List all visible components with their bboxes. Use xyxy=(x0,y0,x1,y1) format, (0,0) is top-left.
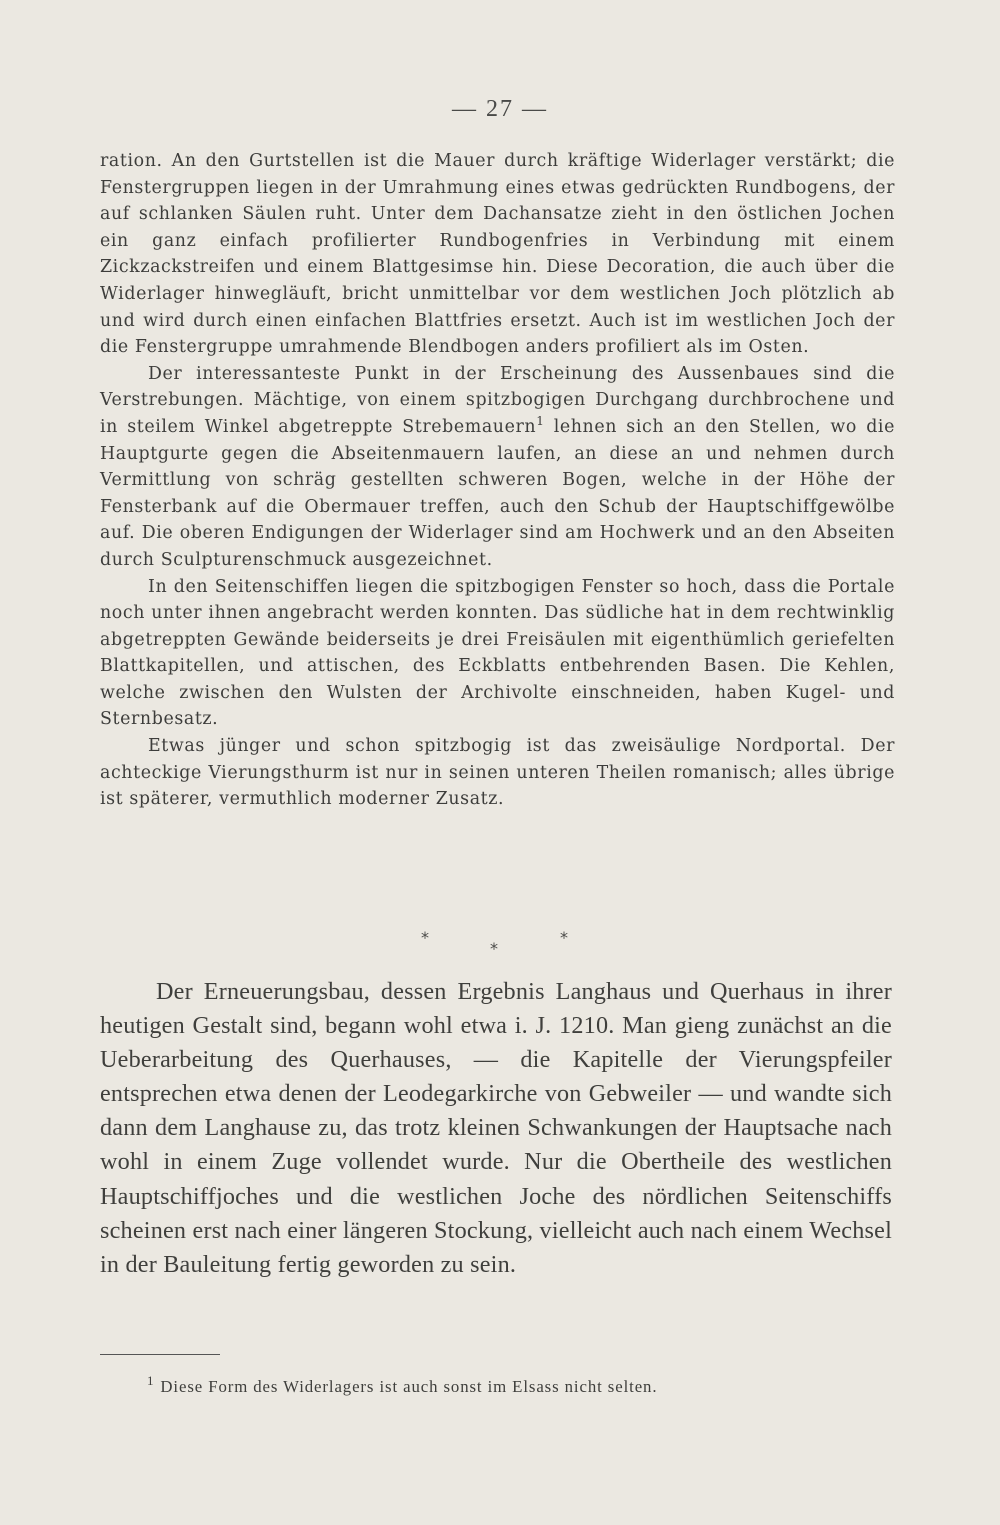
footnote-reference[interactable]: 1 xyxy=(536,414,545,429)
footnote-mark: 1 xyxy=(147,1373,155,1389)
asterism-star: * xyxy=(421,928,429,947)
lower-text-block xyxy=(100,975,892,1282)
asterism-star: * xyxy=(560,928,568,947)
footnote-divider xyxy=(100,1354,220,1355)
page-number: — 27 — xyxy=(452,96,548,122)
asterism-separator xyxy=(0,922,1000,962)
upper-text-block xyxy=(100,148,895,813)
paragraph-text: lehnen sich an den Stellen, wo die Hauptgurte gegen die Abseitenmauern laufen, an diese an und nehmen durch Vermittlung von schräg gestellten schweren Bogen, welche in der Höhe der Fensterbank auf die Obermauer treffen, auch den Schub der Hauptschiffgewölbe auf. Die oberen Endigungen der Widerlager sind am Hochwerk und an den Abseiten durch Sculpturenschmuck ausgezeichnet. xyxy=(100,416,895,570)
paragraph-erneuerungsbau: Der Erneuerungsbau, dessen Ergebnis Langhaus und Querhaus in ihrer heutigen Gestalt sind, begann wohl etwa i. J. 1210. Man gieng zunächst an die Ueberarbeitung des Querhauses, — die Kapitelle der Vierungspfeiler entsprechen etwa denen der Leodegarkirche von Gebweiler — und wandte sich dann dem Langhause zu, das trotz kleinen Schwankungen der Hauptsache nach wohl in einem Zuge vollendet wurde. Nur die Obertheile des westlichen Hauptschiffjoches und die westlichen Joche des nördlichen Seitenschiffs scheinen erst nach einer längeren Stockung, vielleicht auch nach einem Wechsel in der Bauleitung fertig geworden zu sein. xyxy=(100,978,892,1278)
paragraph-text: Der interessanteste Punkt in der Erscheinung des Aussenbaues sind die Verstrebungen. Mächtige, von einem spitzbogigen Durchgang durchbrochene und in steilem Winkel abgetreppte Strebemauern xyxy=(100,363,895,437)
paragraph-seitenschiffe: In den Seitenschiffen liegen die spitzbogigen Fenster so hoch, dass die Portale noch unter ihnen angebracht werden konnten. Das südliche hat in dem rechtwinklig abgetreppten Gewände beiderseits je drei Freisäulen mit eigenthümlich geriefelten Blattkapitellen, und attischen, des Eckblatts entbehrenden Basen. Die Kehlen, welche zwischen den Wulsten der Archivolte einschneiden, haben Kugel- und Sternbesatz. xyxy=(100,576,895,730)
asterism-star: * xyxy=(490,939,498,958)
paragraph-verstrebungen xyxy=(100,361,895,574)
footnote xyxy=(147,1373,907,1397)
footnote-text: Diese Form des Widerlagers ist auch sonst im Elsass nicht selten. xyxy=(160,1377,658,1396)
paragraph-nordportal: Etwas jünger und schon spitzbogig ist das zweisäulige Nordportal. Der achteckige Vierungsthurm ist nur in seinen unteren Theilen romanisch; alles übrige ist späterer, vermuthlich moderner Zusatz. xyxy=(100,736,895,810)
paragraph-continuation: ration. An den Gurtstellen ist die Mauer durch kräftige Widerlager verstärkt; die Fenstergruppen liegen in der Umrahmung eines etwas gedrückten Rundbogens, der auf schlanken Säulen ruht. Unter dem Dachansatze zieht in den östlichen Jochen ein ganz einfach profilierter Rundbogenfries in Verbindung mit einem Zickzackstreifen und einem Blattgesimse hin. Diese Decoration, die auch über die Widerlager hinwegläuft, bricht unmittelbar vor dem westlichen Joch plötzlich ab und wird durch einen einfachen Blattfries ersetzt. Auch ist im westlichen Joch der die Fenstergruppe umrahmende Blendbogen anders profiliert als im Osten. xyxy=(100,151,895,358)
